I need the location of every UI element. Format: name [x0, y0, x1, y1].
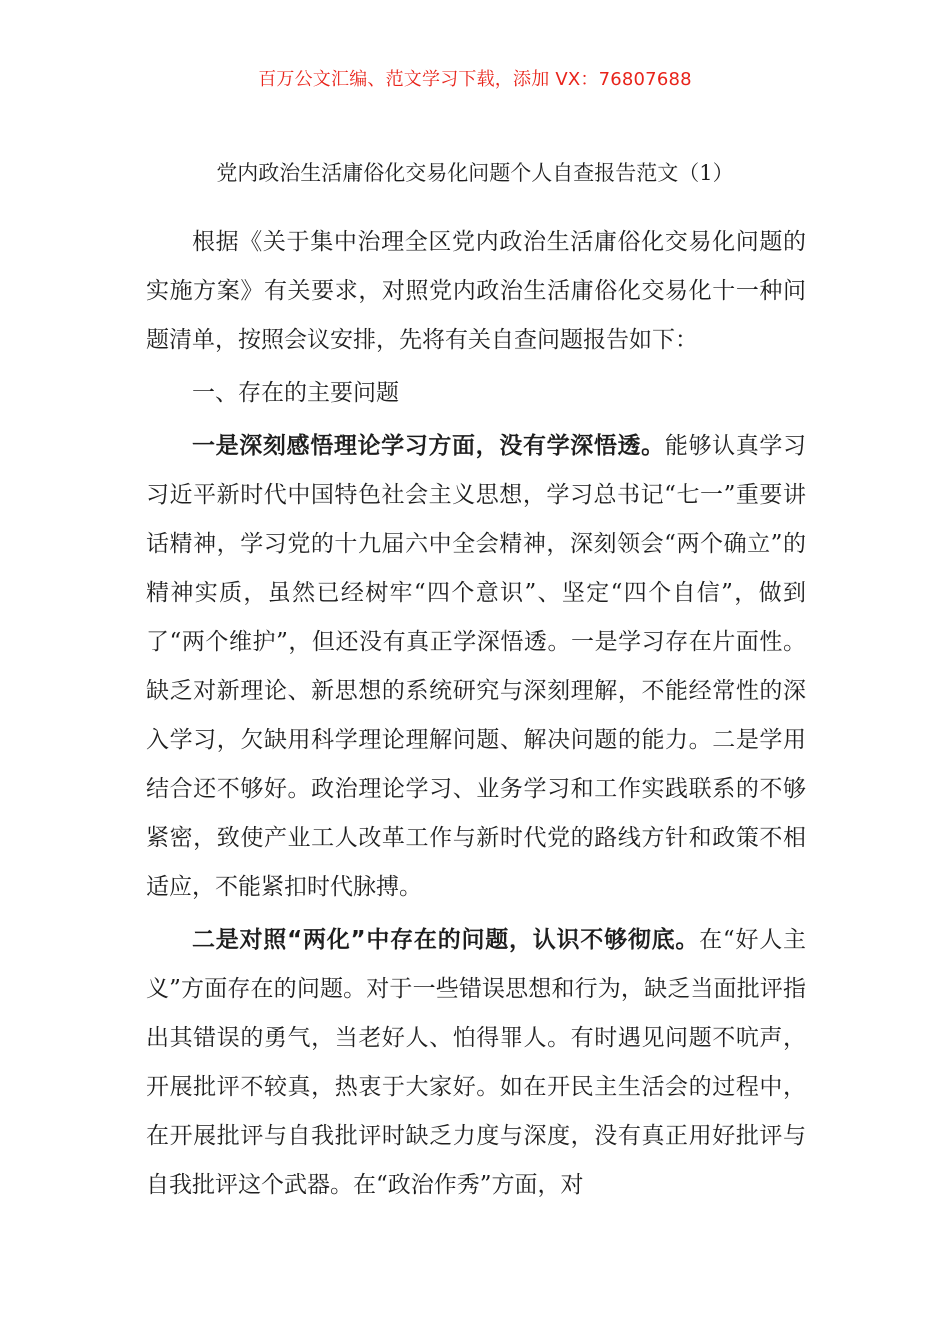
item-paragraph-1	[146, 422, 806, 912]
item-2-text: 在“好人主义”方面存在的问题。对于一些错误思想和行为，缺乏当面批评指出其错误的勇气，当老好人、怕得罪人。有时遇见问题不吭声，开展批评不较真，热衷于大家好。如在开民主生活会的过程中，在开展批评与自我批评时缺乏力度与深度，没有真正用好批评与自我批评这个武器。在“政治作秀”方面，对	[146, 927, 806, 1198]
document-title: 党内政治生活庸俗化交易化问题个人自查报告范文（1）	[216, 161, 734, 185]
item-paragraph-2	[146, 916, 806, 1210]
intro-paragraph: 根据《关于集中治理全区党内政治生活庸俗化交易化问题的实施方案》有关要求，对照党内政治生活庸俗化交易化十一种问题清单，按照会议安排，先将有关自查问题报告如下：	[146, 229, 806, 353]
section-heading: 一、存在的主要问题	[192, 380, 399, 406]
header-download-note: 百万公文汇编、范文学习下载，添加 VX：76807688	[258, 69, 692, 90]
item-1-text: 能够认真学习习近平新时代中国特色社会主义思想，学习总书记“七一”重要讲话精神，学习党的十九届六中全会精神，深刻领会“两个确立”的精神实质，虽然已经树牢“四个意识”、坚定“四个自信”，做到了“两个维护”，但还没有真正学深悟透。一是学习存在片面性。缺乏对新理论、新思想的系统研究与深刻理解，不能经常性的深入学习，欠缺用科学理论理解问题、解决问题的能力。二是学用结合还不够好。政治理论学习、业务学习和工作实践联系的不够紧密，致使产业工人改革工作与新时代党的路线方针和政策不相适应，不能紧扣时代脉搏。	[146, 433, 807, 900]
document-body	[146, 218, 806, 1214]
item-2-lead: 二是对照“两化”中存在的问题，认识不够彻底。	[192, 927, 700, 953]
item-1-lead: 一是深刻感悟理论学习方面，没有学深悟透。	[192, 433, 665, 459]
